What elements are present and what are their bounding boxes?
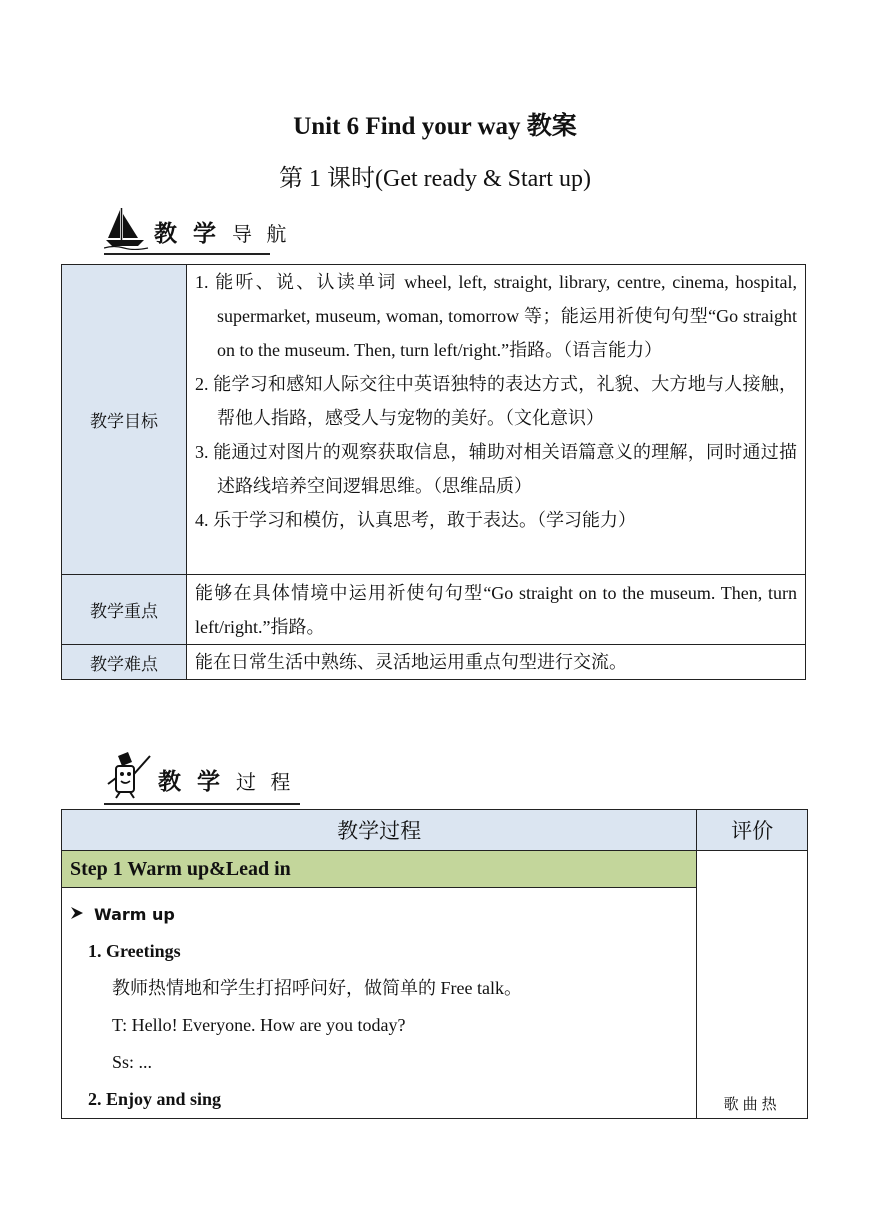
table-row <box>62 575 806 645</box>
process-section-label-sub: 过 程 <box>236 770 295 794</box>
goals-cell <box>187 265 806 575</box>
row-header-goals: 教学目标 <box>62 265 187 575</box>
table-row <box>62 265 806 575</box>
table-row <box>62 645 806 680</box>
goal-item: 3. 能通过对图片的观察获取信息，辅助对相关语篇意义的理解，同时通过描述路线培养空间逻辑思维。（思维品质） <box>195 442 797 496</box>
process-section-underline <box>104 803 300 805</box>
item-line: 教师热情地和学生打招呼问好，做简单的 Free talk。 <box>112 978 522 998</box>
step-title: Step 1 Warm up&Lead in <box>62 851 697 888</box>
arrow-bullet-icon <box>70 896 94 933</box>
sailboat-icon <box>104 206 150 250</box>
step-content-cell <box>62 888 697 1119</box>
item-line: Ss: ... <box>112 1052 153 1072</box>
document-subtitle: 第 1 课时(Get ready & Start up) <box>279 166 591 192</box>
nav-section-label-sub: 导 航 <box>232 222 291 246</box>
table-header-row <box>62 810 808 851</box>
row-header-key-points: 教学重点 <box>62 575 187 645</box>
bullet-text: Warm up <box>94 905 175 924</box>
nav-section-header <box>104 206 290 250</box>
difficulties-cell: 能在日常生活中熟练、灵活地运用重点句型进行交流。 <box>187 645 806 680</box>
column-header-process: 教学过程 <box>62 810 697 851</box>
table-row <box>62 888 808 1119</box>
teaching-process-table <box>61 809 808 1119</box>
bullet-line <box>70 896 688 933</box>
goal-item: 2. 能学习和感知人际交往中英语独特的表达方式，礼貌、大方地与人接触，帮他人指路，感受人与宠物的美好。（文化意识） <box>195 374 797 428</box>
process-section-label-main: 教 学 <box>158 769 225 795</box>
goal-item: 1. 能听、说、认读单词 wheel, left, straight, library, centre, cinema, hospital, supermarket, museum, woman, tomorrow 等；能运用祈使句句型“Go straight on to the museum. Then, turn left/right.”指路。（语言能力） <box>195 272 797 360</box>
row-header-difficulties: 教学难点 <box>62 645 187 680</box>
nav-section-underline <box>104 253 270 255</box>
item-title: 1. Greetings <box>88 941 181 961</box>
column-header-evaluation: 评价 <box>697 810 808 851</box>
teaching-navigation-table <box>61 264 806 680</box>
key-points-cell: 能够在具体情境中运用祈使句句型“Go straight on to the museum. Then, turn left/right.”指路。 <box>187 575 806 645</box>
pencil-mascot-icon <box>104 750 154 800</box>
table-row <box>62 851 808 888</box>
item-line: T: Hello! Everyone. How are you today? <box>112 1015 406 1035</box>
evaluation-cell: 歌曲热 <box>697 851 808 1119</box>
process-section-header <box>104 750 294 800</box>
document-title: Unit 6 Find your way 教案 <box>293 113 577 140</box>
nav-section-label-main: 教 学 <box>154 221 221 247</box>
item-title: 2. Enjoy and sing <box>88 1089 222 1109</box>
goal-item: 4. 乐于学习和模仿，认真思考，敢于表达。（学习能力） <box>195 510 636 530</box>
